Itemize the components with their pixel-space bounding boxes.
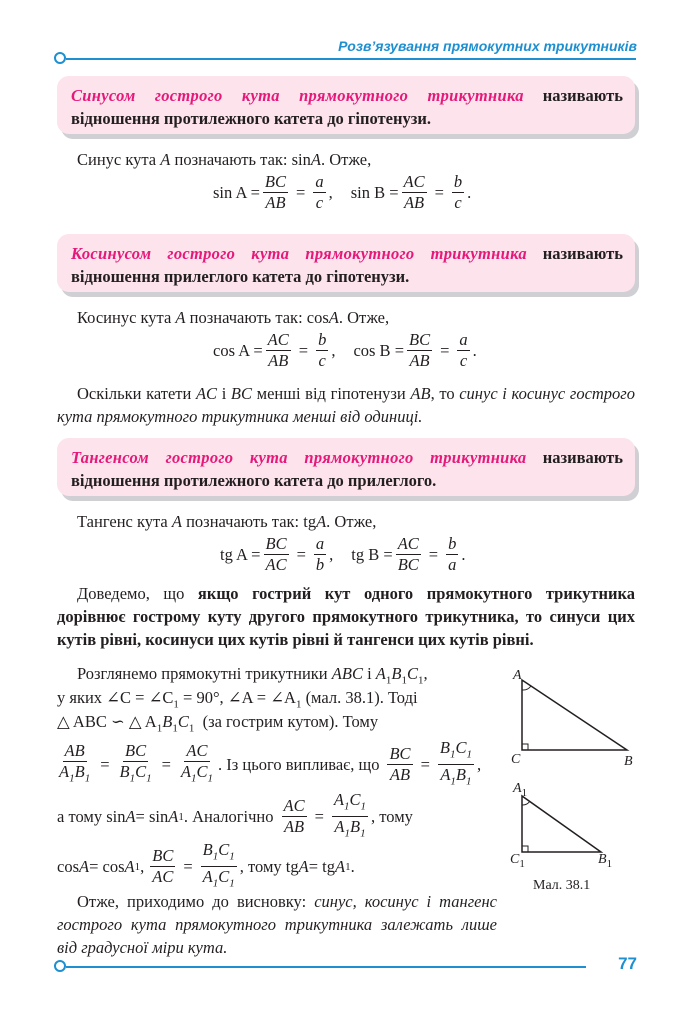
tangent-intro: Тангенс кута A позначають так: tgA. Отже, (77, 512, 377, 531)
proof-line-3: △ ABC ∽ △ $A_1B_1C_1$ (за гострим кутом). Тому (57, 712, 379, 735)
definition-tangent (57, 438, 635, 496)
proof-cos-line: cos A = cos A 1 , $\frac{BC}{AC}$ = $\frac{B_1C_1}{A_1C_1}$ , тому tg A = tg A 1 . (57, 840, 355, 890)
proof-line-1: Розглянемо прямокутні трикутники ABC і $A_1B_1C_1$, (77, 664, 428, 687)
definition-term: Тангенсом гострого кута прямокутного трикутника (71, 448, 527, 467)
definition-term: Синусом гострого кута прямокутного трикутника (71, 86, 524, 105)
remark-paragraph: Оскільки катети AC і BC менші від гіпотенузи AB, то синус і косинус гострого кута прямокутного трикутника менші від одиниці. (57, 384, 635, 426)
figure-caption: Мал. 38.1 (533, 878, 591, 893)
cosine-intro: Косинус кута A позначають так: cosA. Отже, (77, 308, 390, 327)
vertex-label-a1: $A_1$ (513, 781, 528, 799)
definition-sine (57, 76, 635, 134)
cosine-formula: cos A = $\frac{AC}{AB}$ = $\frac{b}{c}$ , cos B = $\frac{BC}{AB}$ = $\frac{a}{c}$ . (213, 330, 477, 370)
header-rule (66, 58, 636, 60)
definition-text: називають відношення протилежного катета до прилеглого. (71, 448, 623, 490)
proof-line-2: у яких ∠C = $\angle C_1 = 90^\circ$, ∠A = $\angle A_1$ (мал. 38.1). Тоді (57, 688, 418, 711)
vertex-label-a: A (513, 668, 522, 683)
footer-rule-dot (54, 960, 66, 972)
definition-cosine (57, 234, 635, 292)
definition-text: називають відношення протилежного катета до гіпотенузи. (71, 86, 624, 128)
vertex-label-b: B (624, 754, 633, 769)
proof-ratio-formula: $\frac{AB}{A_1B_1}$ = $\frac{BC}{B_1C_1}$ = $\frac{AC}{A_1C_1}$ . Із цього випливає, що $\frac{BC}{AB}$ = $\frac{B_1C_1}{A_1B_1}$ , (59, 738, 482, 788)
vertex-label-b1: $B_1$ (598, 852, 613, 870)
footer-rule (66, 966, 586, 968)
running-header (0, 30, 695, 70)
conclusion-paragraph: Отже, приходимо до висновку: синус, косинус і тангенс гострого кута прямокутного трикутника залежать лише від градусної міри кута. (57, 892, 498, 957)
sine-formula: sin A = $\frac{BC}{AB}$ = $\frac{a}{c}$ , sin B = $\frac{AC}{AB}$ = $\frac{b}{c}$ . (213, 172, 472, 212)
triangle-a1b1c1 (522, 796, 601, 852)
tangent-formula: tg A = $\frac{BC}{AC}$ = $\frac{a}{b}$ , tg B = $\frac{AC}{BC}$ = $\frac{b}{a}$ . (220, 534, 466, 574)
vertex-label-c: C (511, 752, 521, 767)
definition-text: називають відношення прилеглого катета до гіпотенузи. (71, 244, 624, 286)
vertex-label-c1: $C_1$ (510, 852, 525, 870)
triangle-abc (522, 680, 627, 750)
page-number: 77 (618, 954, 637, 973)
header-rule-dot (54, 52, 66, 64)
definition-term: Косинусом гострого кута прямокутного трикутника (71, 244, 527, 263)
sine-intro: Синус кута A позначають так: sinA. Отже, (77, 150, 372, 169)
right-angle-c (522, 744, 528, 750)
header-title: Розв’язування прямокутних трикутників (338, 38, 637, 54)
theorem-paragraph: Доведемо, що якщо гострий кут одного прямокутного трикутника дорівнює гострому куту другого прямокутного трикутника, то синуси цих кутів рівні, косинуси цих кутів рівні й тангенси цих кутів рівні. (57, 584, 636, 649)
proof-sin-line: а тому sin A = sin A 1 . Аналогічно $\frac{AC}{AB}$ = $\frac{A_1C_1}{A_1B_1}$ , тому (57, 790, 413, 840)
angle-arc-a (522, 686, 531, 690)
